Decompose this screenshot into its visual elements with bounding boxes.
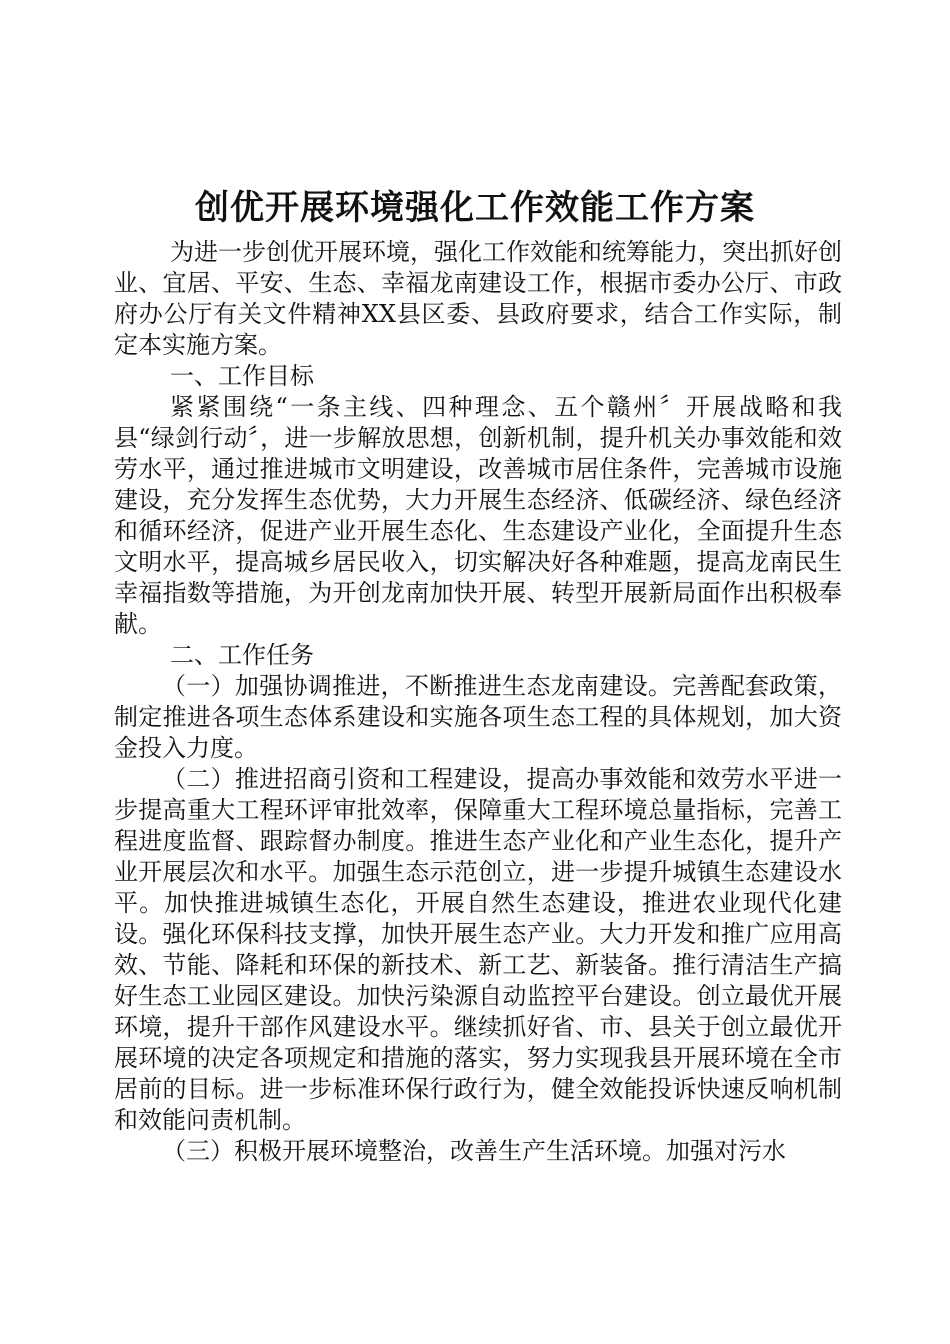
task-paragraph-2: （二）推进招商引资和工程建设，提高办事效能和效劳水平进一步提高重大工程环评审批效率，保障重大工程环境总量指标，完善工程进度监督、跟踪督办制度。推进生态产业化和产业生态化，提升产业开展层次和水平。加强生态示范创立，进一步提升城镇生态建设水平。加快推进城镇生态化，开展自然生态建设，推进农业现代化建设。强化环保科技支撑，加快开展生态产业。大力开发和推广应用高效、节能、降耗和环保的新技术、新工艺、新装备。推行清洁生产搞好生态工业园区建设。加快污染源自动监控平台建设。创立最优开展环境，提升干部作风建设水平。继续抓好省、市、县关于创立最优开展环境的决定各项规定和措施的落实，努力实现我县开展环境在全市居前的目标。进一步标准环保行政行为，健全效能投诉快速反响机制和效能问责机制。	[114, 765, 842, 1134]
intro-paragraph: 为进一步创优开展环境，强化工作效能和统筹能力，突出抓好创业、宜居、平安、生态、幸福龙南建设工作，根据市委办公厅、市政府办公厅有关文件精神XX县区委、县政府要求，结合工作实际，制定本实施方案。	[114, 238, 842, 359]
goals-paragraph: 紧紧围绕“一条主线、四种理念、五个赣州〞开展战略和我县“绿剑行动〞，进一步解放思想，创新机制，提升机关办事效能和效劳水平，通过推进城市文明建设，改善城市居住条件，完善城市设施建设，充分发挥生态优势，大力开展生态经济、低碳经济、绿色经济和循环经济，促进产业开展生态化、生态建设产业化，全面提升生态文明水平，提高城乡居民收入，切实解决好各种难题，提高龙南民生幸福指数等措施，为开创龙南加快开展、转型开展新局面作出积极奉献。	[114, 393, 842, 638]
document-title: 创优开展环境强化工作效能工作方案	[195, 188, 755, 228]
task-paragraph-1: （一）加强协调推进，不断推进生态龙南建设。完善配套政策，制定推进各项生态体系建设和实施各项生态工程的具体规划，加大资金投入力度。	[114, 672, 842, 762]
document-body	[114, 237, 842, 1167]
section-heading-tasks: 二、工作任务	[170, 641, 314, 669]
task-paragraph-3: （三）积极开展环境整治，改善生产生活环境。加强对污水	[162, 1137, 786, 1165]
section-heading-goals: 一、工作目标	[170, 362, 314, 390]
